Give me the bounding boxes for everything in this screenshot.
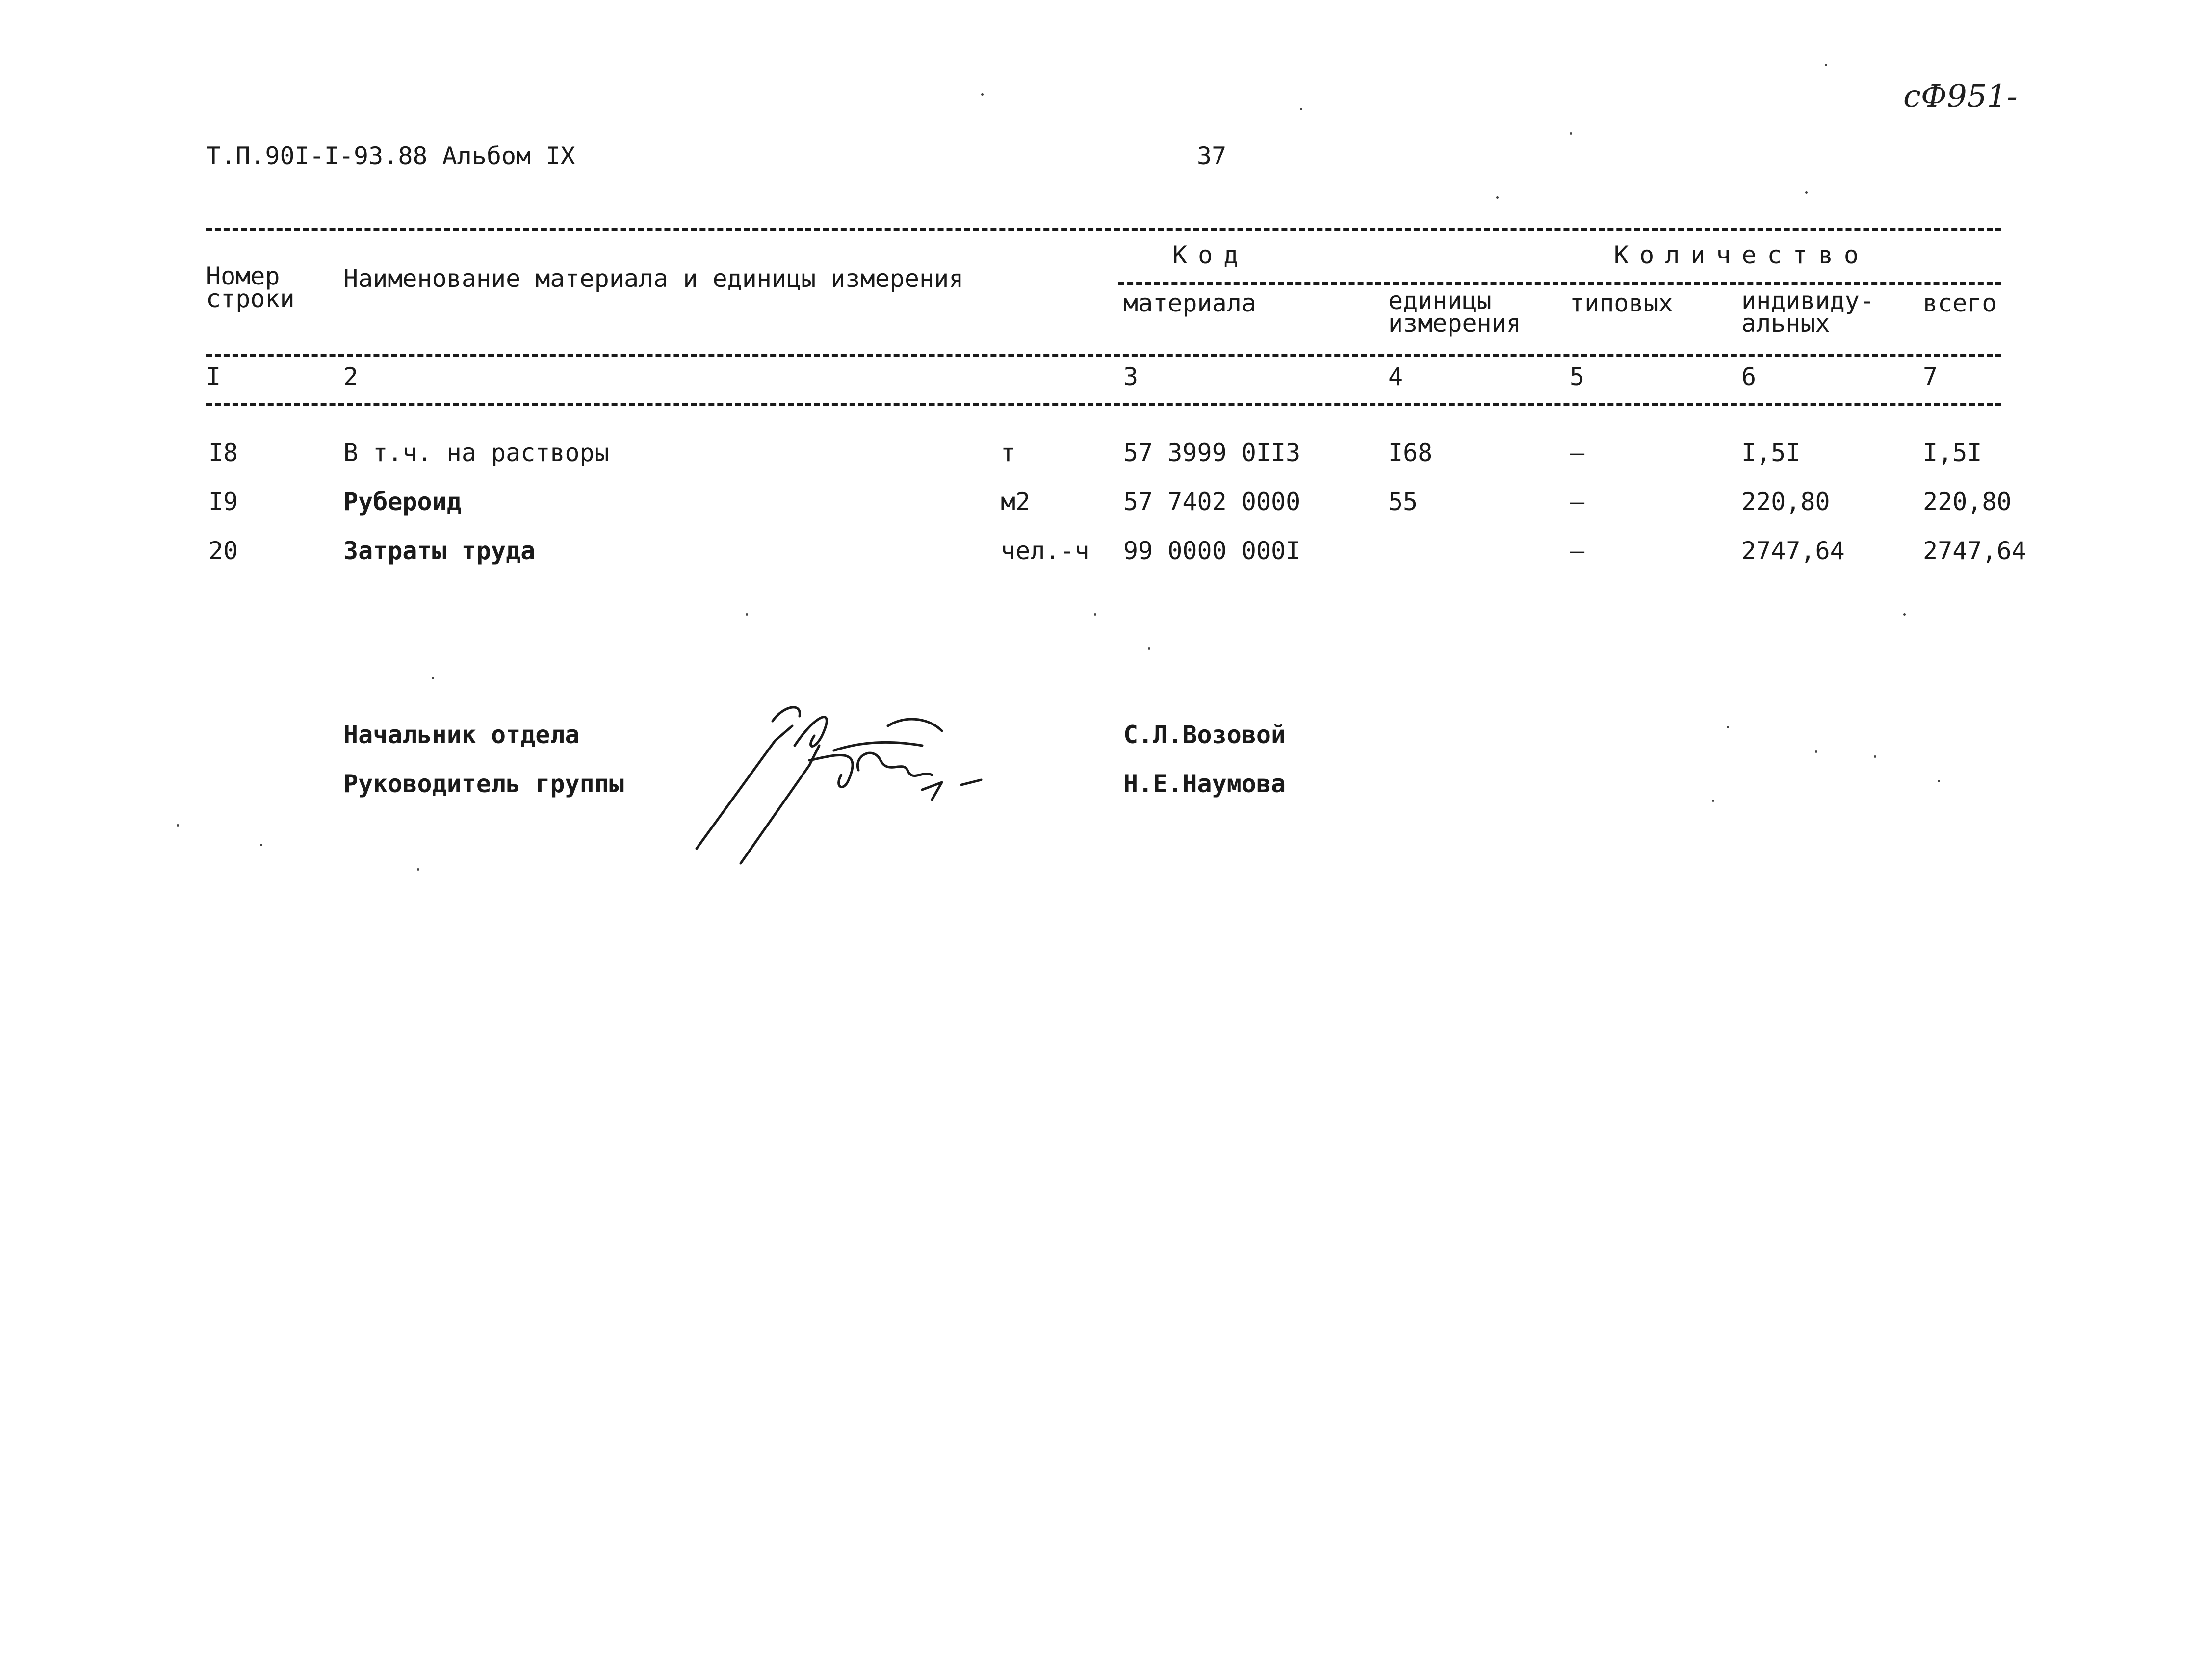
row-number: I9: [208, 488, 238, 516]
row-material-code: 99 0000 000I: [1123, 537, 1301, 565]
col-header-row-number: Номер строки: [206, 262, 295, 313]
col-header-name: Наименование материала и единицы измерения: [343, 264, 964, 293]
row-total: 2747,64: [1923, 537, 2026, 565]
scan-speck: [1805, 191, 1808, 194]
scan-speck: [1712, 800, 1714, 802]
row-individual: I,5I: [1741, 439, 1801, 467]
column-number-7: 7: [1923, 362, 1938, 391]
table-top-rule: [206, 228, 2001, 231]
row-typical: –: [1570, 537, 1585, 565]
scan-speck: [1148, 647, 1150, 650]
signature-role-group-lead: Руководитель группы: [343, 770, 624, 798]
col-header-unit-code: единицы измерения: [1388, 286, 1521, 337]
signature-name-department-head: С.Л.Возовой: [1123, 721, 1286, 749]
row-total: I,5I: [1923, 439, 1982, 467]
scan-speck: [1903, 613, 1906, 616]
code-group-header: Код: [1172, 241, 1249, 269]
col-header-material-code: материала: [1123, 289, 1256, 317]
scan-speck: [1874, 755, 1876, 758]
signature-role-department-head: Начальник отдела: [343, 721, 580, 749]
scan-speck: [1300, 108, 1302, 110]
row-name: Рубероид: [343, 488, 462, 516]
row-material-code: 57 3999 0II3: [1123, 439, 1301, 467]
page-number: 37: [1197, 142, 1227, 170]
document-code: Т.П.90I-I-93.88 Альбом IX: [206, 142, 575, 170]
row-unit: чел.-ч: [1001, 537, 1089, 565]
row-unit-code: I68: [1388, 439, 1433, 467]
row-total: 220,80: [1923, 488, 2012, 516]
header-bottom-rule: [206, 354, 2001, 357]
scan-speck: [1815, 750, 1817, 753]
scan-speck: [177, 824, 179, 827]
scan-speck: [1094, 613, 1096, 616]
column-number-4: 4: [1388, 362, 1403, 391]
row-individual: 220,80: [1741, 488, 1830, 516]
row-number: I8: [208, 439, 238, 467]
scan-speck: [432, 677, 434, 679]
column-number-5: 5: [1570, 362, 1585, 391]
row-typical: –: [1570, 488, 1585, 516]
row-unit: т: [1001, 439, 1016, 467]
scan-speck: [260, 844, 262, 846]
column-number-2: 2: [343, 362, 359, 391]
col-header-total: всего: [1923, 289, 1997, 317]
column-number-1: I: [206, 362, 221, 391]
column-number-6: 6: [1741, 362, 1757, 391]
scan-speck: [417, 868, 419, 871]
scan-speck: [746, 613, 748, 616]
row-unit: м2: [1001, 488, 1031, 516]
signature-name-group-lead: Н.Е.Наумова: [1123, 770, 1286, 798]
row-individual: 2747,64: [1741, 537, 1845, 565]
col-header-typical: типовых: [1570, 289, 1673, 317]
row-name: В т.ч. на растворы: [343, 439, 609, 467]
quantity-group-header: Количество: [1614, 241, 1870, 269]
scan-speck: [1570, 132, 1572, 135]
row-material-code: 57 7402 0000: [1123, 488, 1301, 516]
handwritten-signature-icon: [687, 687, 1030, 873]
column-number-3: 3: [1123, 362, 1139, 391]
row-typical: –: [1570, 439, 1585, 467]
scan-speck: [1938, 780, 1940, 782]
group-header-rule: [1118, 282, 2001, 285]
col-header-individual: индивиду- альных: [1741, 286, 1874, 337]
scan-speck: [1825, 64, 1827, 66]
corner-handwritten-note: сФ951-: [1903, 78, 2018, 115]
scan-speck: [1727, 726, 1729, 728]
row-number: 20: [208, 537, 238, 565]
scan-speck: [1496, 196, 1499, 199]
column-numbers-rule: [206, 403, 2001, 406]
row-name: Затраты труда: [343, 537, 536, 565]
scan-speck: [981, 93, 984, 96]
row-unit-code: 55: [1388, 488, 1418, 516]
